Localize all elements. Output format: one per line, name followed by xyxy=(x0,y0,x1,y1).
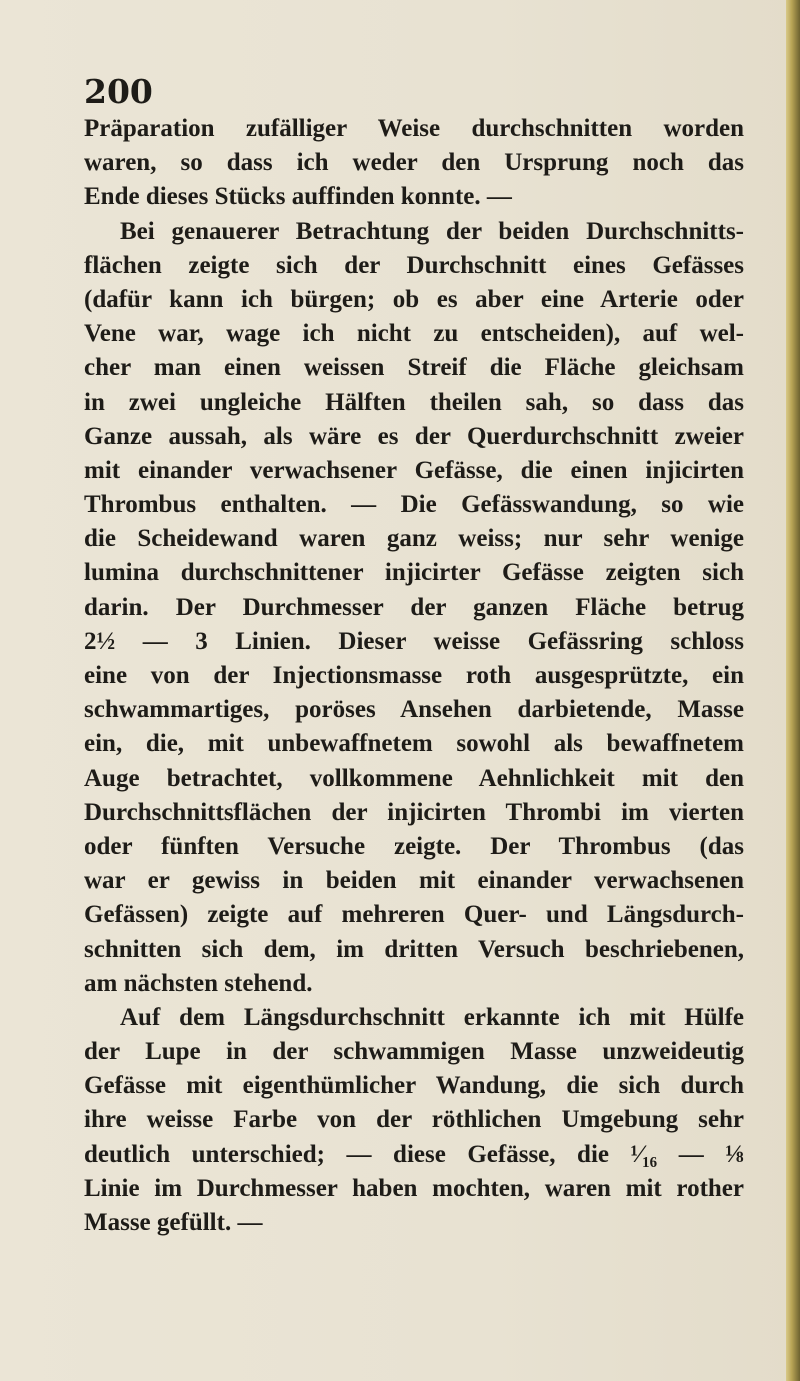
text-line: (dafür kann ich bürgen; ob es aber eine Arterie oder xyxy=(84,285,744,313)
text-line: Ende dieses Stücks auffinden konnte. — xyxy=(84,183,512,211)
text-line: schwammartiges, poröses Ansehen darbietende, Masse xyxy=(84,696,744,724)
text-line: Auf dem Längsdurchschnitt erkannte ich mit Hülfe xyxy=(120,1003,744,1031)
page-edge xyxy=(786,0,800,1381)
text-line: 2½ — 3 Linien. Dieser weisse Gefässring schloss xyxy=(84,627,744,655)
text-line: deutlich unterschied; — diese Gefässe, die ¹⁄₁₆ — ⅛ xyxy=(84,1140,744,1168)
text-line: am nächsten stehend. xyxy=(84,969,313,997)
text-line: ihre weisse Farbe von der röthlichen Umgebung sehr xyxy=(84,1106,744,1134)
text-line: flächen zeigte sich der Durchschnitt eines Gefässes xyxy=(84,251,744,279)
text-line: der Lupe in der schwammigen Masse unzweideutig xyxy=(84,1038,744,1066)
text-line: waren, so dass ich weder den Ursprung noch das xyxy=(84,149,744,177)
text-line: in zwei ungleiche Hälften theilen sah, so dass das xyxy=(84,388,744,416)
text-line: Masse gefüllt. — xyxy=(84,1209,263,1236)
text-line: Thrombus enthalten. — Die Gefässwandung, so wie xyxy=(84,491,744,519)
text-line: cher man einen weissen Streif die Fläche gleichsam xyxy=(84,354,744,382)
text-line: Linie im Durchmesser haben mochten, waren mit rother xyxy=(84,1174,744,1202)
text-line: Vene war, wage ich nicht zu entscheiden), auf wel- xyxy=(84,320,744,348)
text-line: Gefässen) zeigte auf mehreren Quer- und Längsdurch- xyxy=(84,901,744,929)
text-line: darin. Der Durchmesser der ganzen Fläche betrug xyxy=(84,593,744,621)
text-line: Durchschnittsflächen der injicirten Thrombi im vierten xyxy=(84,798,744,826)
text-line: Auge betrachtet, vollkommene Aehnlichkeit mit den xyxy=(84,764,744,792)
text-line: Gefässe mit eigenthümlicher Wandung, die sich durch xyxy=(84,1072,744,1100)
text-line: schnitten sich dem, im dritten Versuch beschriebenen, xyxy=(84,935,744,963)
text-line: war er gewiss in beiden mit einander verwachsenen xyxy=(84,867,744,895)
text-line: mit einander verwachsener Gefässe, die einen injicirten xyxy=(84,456,744,484)
body-text xyxy=(84,112,744,1240)
text-line: oder fünften Versuche zeigte. Der Thrombus (das xyxy=(84,832,744,860)
text-line: lumina durchschnittener injicirter Gefässe zeigten sich xyxy=(84,559,744,587)
text-line: Ganze aussah, als wäre es der Querdurchschnitt zweier xyxy=(84,422,744,450)
text-line: Präparation zufälliger Weise durchschnitten worden xyxy=(84,115,744,142)
text-line: ein, die, mit unbewaffnetem sowohl als bewaffnetem xyxy=(84,730,744,758)
text-line: eine von der Injectionsmasse roth ausgesprützte, ein xyxy=(84,662,744,689)
page-number: 200 xyxy=(84,72,153,111)
text-line: die Scheidewand waren ganz weiss; nur sehr wenige xyxy=(84,525,744,553)
text-line: Bei genauerer Betrachtung der beiden Durchschnitts- xyxy=(120,217,744,245)
